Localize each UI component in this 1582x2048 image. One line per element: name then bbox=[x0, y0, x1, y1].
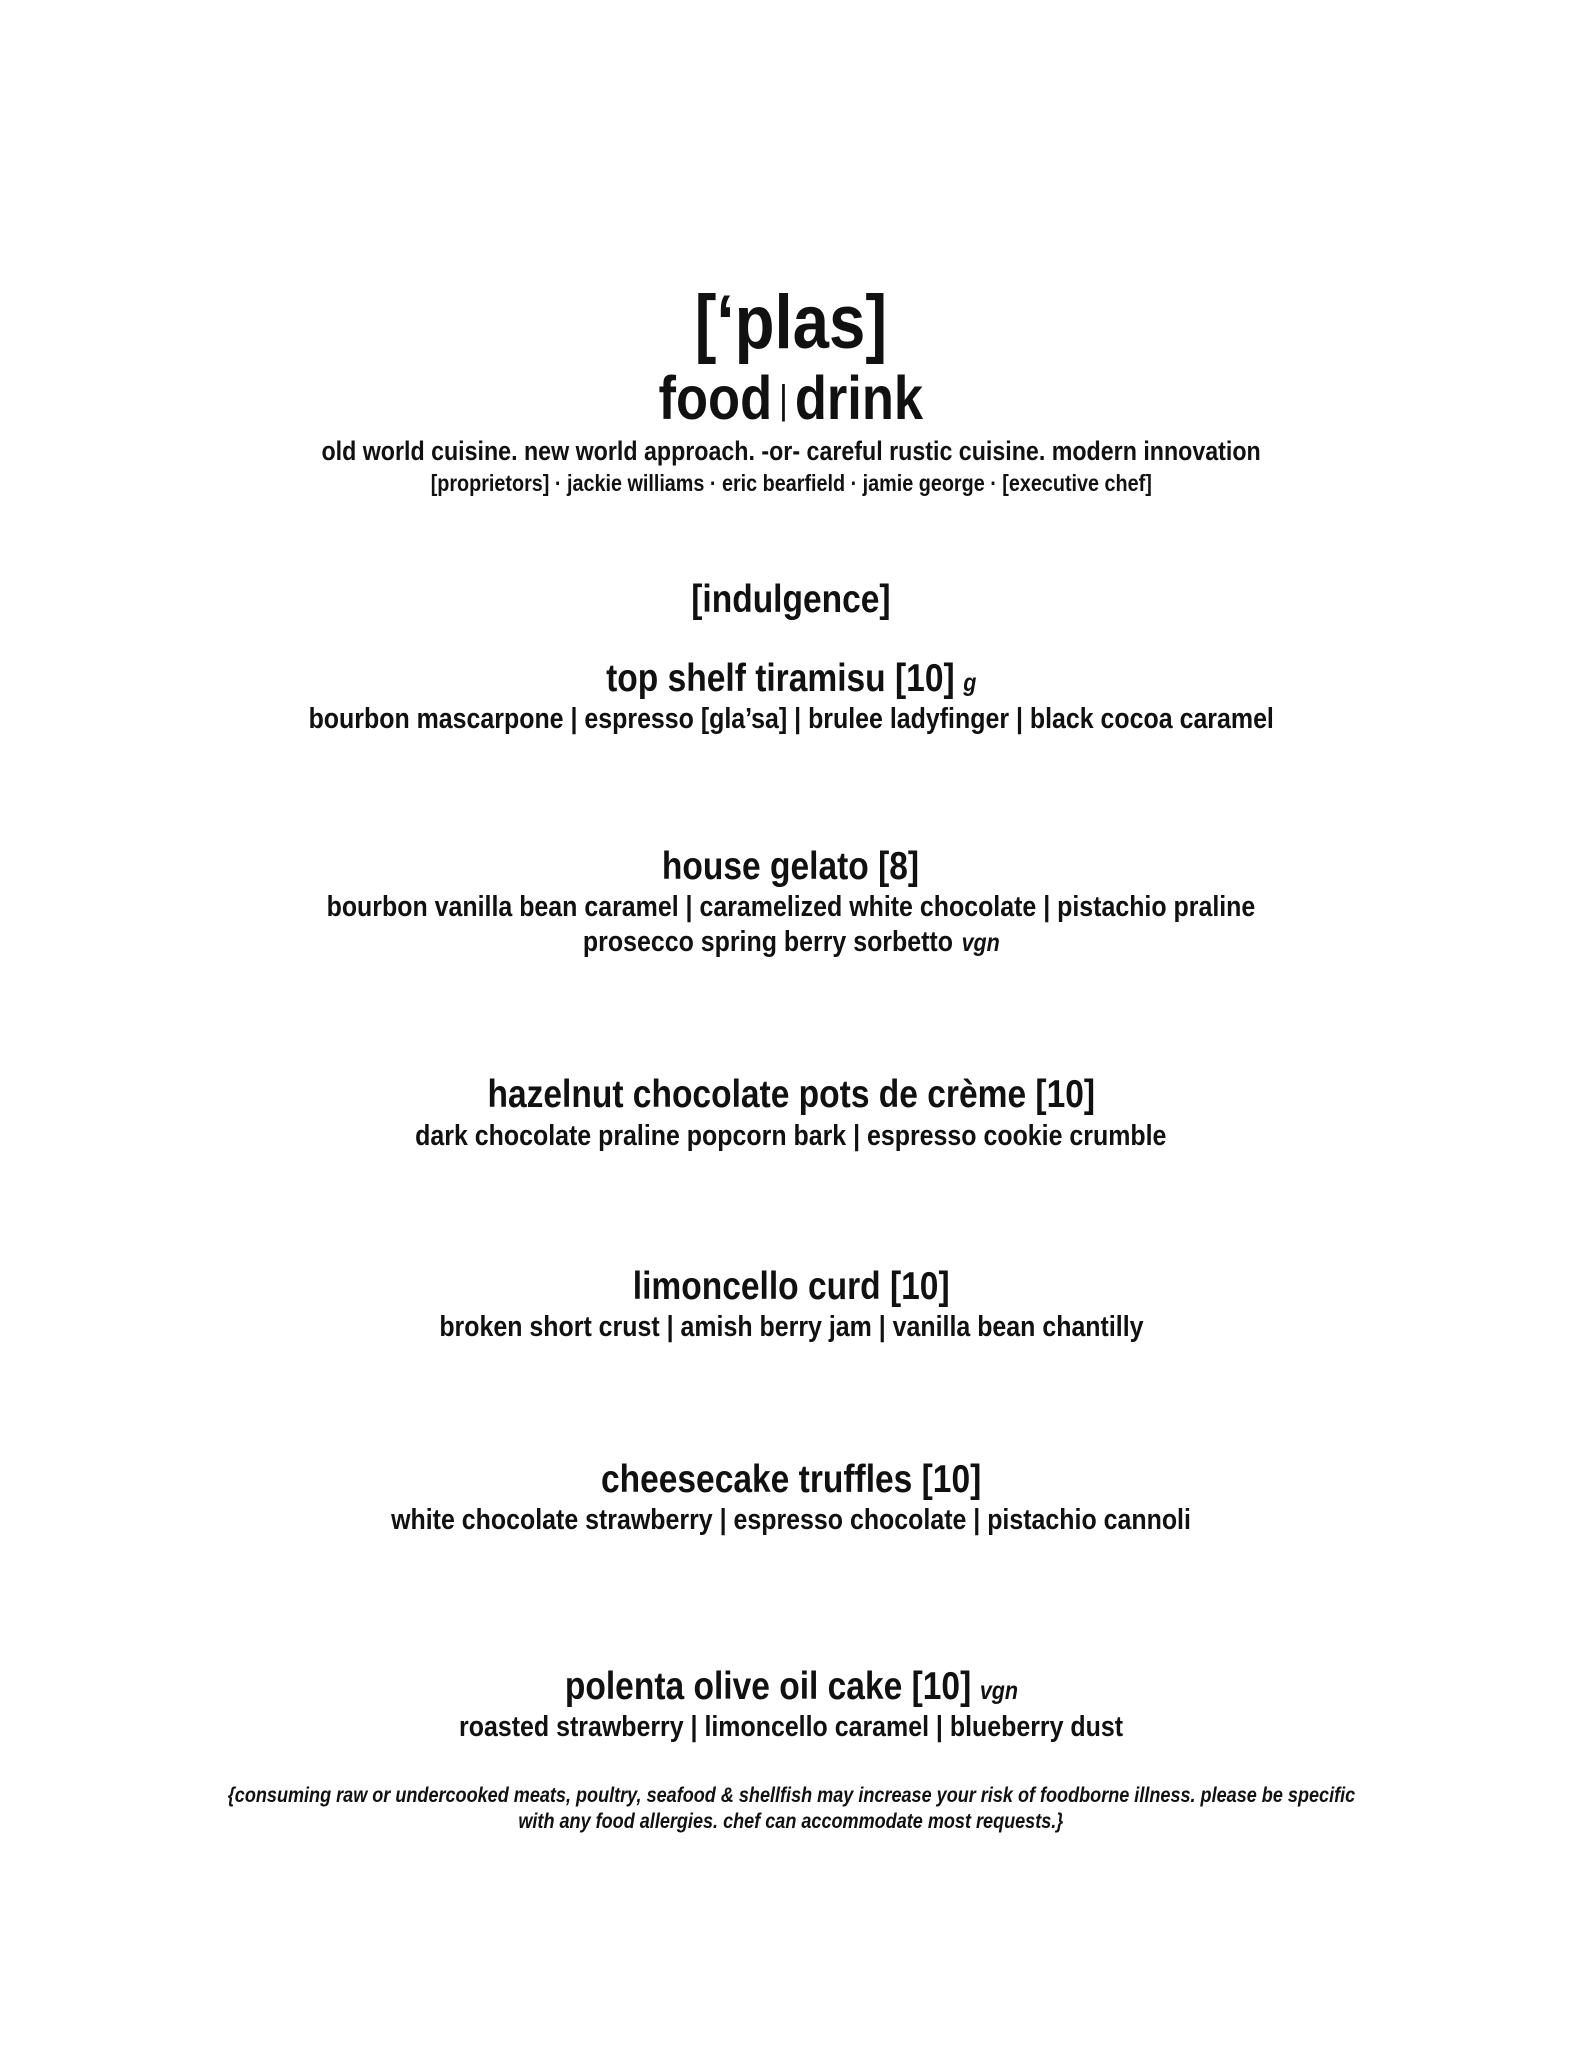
restaurant-motto: old world cuisine. new world approach. -or- careful rustic cuisine. modern innovation bbox=[321, 436, 1261, 466]
food-drink-heading bbox=[0, 364, 1582, 432]
restaurant-logo bbox=[0, 280, 1582, 365]
menu-item-description: bourbon mascarpone | espresso [gla’sa] | brulee ladyfinger | black cocoa caramel bbox=[308, 703, 1274, 735]
dietary-tag: g bbox=[962, 669, 977, 697]
menu-item-description: dark chocolate praline popcorn bark | espresso cookie crumble bbox=[415, 1120, 1167, 1152]
heading-separator: | bbox=[779, 378, 789, 422]
menu-item-title: house gelato [8] bbox=[662, 845, 920, 888]
menu-item-description: broken short crust | amish berry jam | vanilla bean chantilly bbox=[438, 1311, 1144, 1343]
proprietors-line: [proprietors] · jackie williams · eric bearfield · jamie george · [executive chef] bbox=[430, 470, 1152, 496]
menu-item-description: bourbon vanilla bean caramel | caramelized white chocolate | pistachio praline bbox=[326, 891, 1256, 923]
menu-item-description: white chocolate strawberry | espresso chocolate | pistachio cannoli bbox=[391, 1504, 1191, 1536]
dietary-tag: vgn bbox=[979, 1677, 1018, 1705]
menu-item-description: prosecco spring berry sorbetto vgn bbox=[582, 926, 1000, 958]
drink-label: drink bbox=[795, 364, 924, 432]
allergy-notice: with any food allergies. chef can accommodate most requests.} bbox=[518, 1810, 1064, 1833]
menu-item-title: polenta olive oil cake [10] vgn bbox=[564, 1665, 1018, 1708]
dietary-tag: vgn bbox=[961, 929, 1000, 957]
menu-item-title: hazelnut chocolate pots de crème [10] bbox=[487, 1073, 1095, 1116]
allergy-notice: {consuming raw or undercooked meats, poultry, seafood & shellfish may increase your risk of foodborne illness. please be specific bbox=[227, 1784, 1355, 1807]
menu-item-title: cheesecake truffles [10] bbox=[600, 1458, 982, 1501]
menu-item-description: roasted strawberry | limoncello caramel | blueberry dust bbox=[458, 1711, 1124, 1743]
menu-item-title: top shelf tiramisu [10] g bbox=[605, 657, 977, 700]
food-label: food bbox=[658, 364, 773, 432]
section-title: [indulgence] bbox=[691, 578, 891, 621]
brand-name: [‘plas] bbox=[694, 280, 888, 365]
menu-item-title: limoncello curd [10] bbox=[632, 1265, 950, 1308]
